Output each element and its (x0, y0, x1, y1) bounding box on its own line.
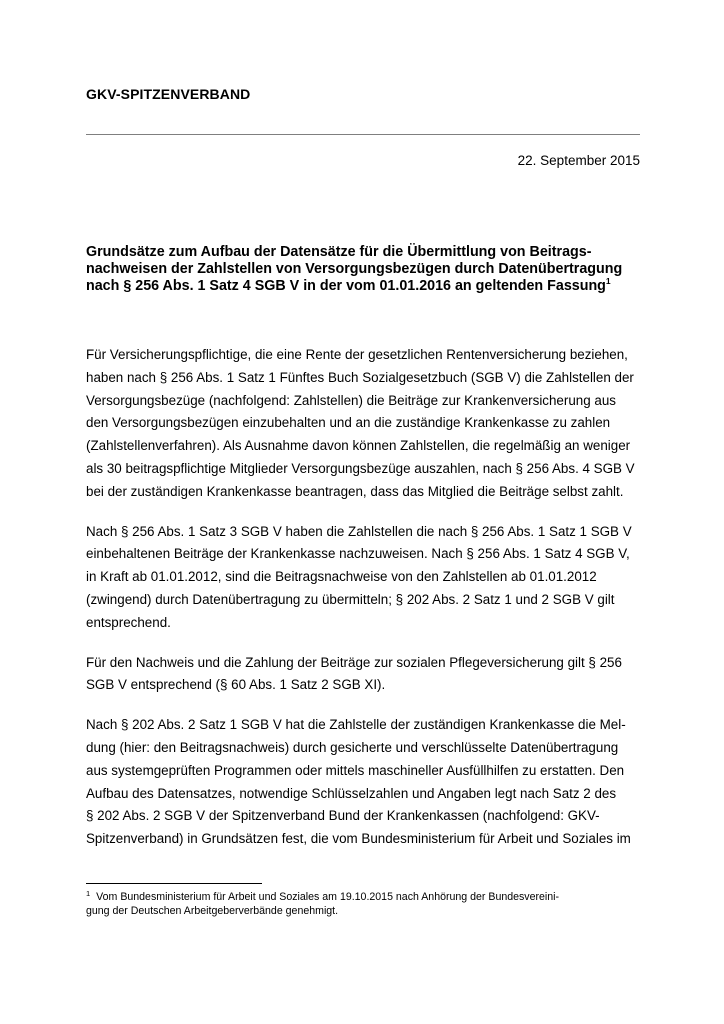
title-line-text: nach § 256 Abs. 1 Satz 4 SGB V in der vom 01.01.2016 an geltenden Fassung (86, 278, 606, 294)
organization-header: GKV-SPITZENVERBAND (86, 86, 251, 102)
header-divider (86, 134, 640, 135)
paragraph-line: entsprechend. (86, 614, 171, 630)
title-line: Grundsätze zum Aufbau der Datensätze für die Übermittlung von Beitrags- (86, 244, 592, 260)
title-footnote-marker[interactable]: 1 (605, 276, 611, 286)
paragraph-line: (zwingend) durch Datenübertragung zu übermitteln; § 202 Abs. 2 Satz 1 und 2 SGB V gilt (86, 591, 615, 607)
footnote (86, 890, 646, 918)
body-text (86, 344, 646, 868)
paragraph-line: § 202 Abs. 2 SGB V der Spitzenverband Bund der Krankenkassen (nachfolgend: GKV- (86, 808, 600, 824)
paragraph-line: als 30 beitragspflichtige Mitglieder Versorgungsbezüge auszahlen, nach § 256 Abs. 4 SGB V (86, 460, 635, 476)
paragraph-line: Nach § 202 Abs. 2 Satz 1 SGB V hat die Zahlstelle der zuständigen Krankenkasse die Mel- (86, 717, 626, 733)
paragraph-line: SGB V entsprechend (§ 60 Abs. 1 Satz 2 SGB XI). (86, 677, 386, 693)
footnote-line-first (86, 890, 646, 904)
paragraph-line: (Zahlstellenverfahren). Als Ausnahme davon können Zahlstellen, die regelmäßig an weniger (86, 438, 631, 454)
paragraph-line: Nach § 256 Abs. 1 Satz 3 SGB V haben die Zahlstellen die nach § 256 Abs. 1 Satz 1 SGB V (86, 523, 632, 539)
title-line-last (86, 278, 646, 295)
paragraph-line: Versorgungsbezüge (nachfolgend: Zahlstellen) die Beiträge zur Krankenversicherung aus (86, 392, 616, 408)
paragraph-line: Für den Nachweis und die Zahlung der Beiträge zur sozialen Pflegeversicherung gilt § 256 (86, 654, 622, 670)
paragraph-pflegeversicherung (86, 652, 646, 698)
paragraph-line: einbehaltenen Beiträge der Krankenkasse nachzuweisen. Nach § 256 Abs. 1 Satz 4 SGB V, (86, 546, 630, 562)
paragraph-datenuebertragung (86, 714, 646, 851)
paragraph-line: bei der zuständigen Krankenkasse beantragen, dass das Mitglied die Beiträge selbst zahlt. (86, 483, 624, 499)
paragraph-line: Aufbau des Datensatzes, notwendige Schlüsselzahlen und Angaben legt nach Satz 2 des (86, 785, 617, 801)
document-date: 22. September 2015 (517, 153, 640, 168)
title-line: nachweisen der Zahlstellen von Versorgungsbezügen durch Datenübertragung (86, 261, 623, 277)
paragraph-line: aus systemgeprüften Programmen oder mittels maschineller Ausfüllhilfen zu erstatten. Den (86, 762, 625, 778)
paragraph-rentenversicherung (86, 344, 646, 504)
paragraph-beitragsnachweise (86, 521, 646, 635)
footnote-text: Vom Bundesministerium für Arbeit und Soziales am 19.10.2015 nach Anhörung der Bundesvereini- (96, 891, 560, 903)
footnote-line: gung der Deutschen Arbeitgeberverbände genehmigt. (86, 905, 339, 917)
paragraph-line: Für Versicherungspflichtige, die eine Rente der gesetzlichen Rentenversicherung beziehen, (86, 347, 628, 362)
footnote-marker: 1 (86, 889, 91, 898)
paragraph-line: dung (hier: den Beitragsnachweis) durch gesicherte und verschlüsselte Datenübertragung (86, 739, 619, 755)
paragraph-line: in Kraft ab 01.01.2012, sind die Beitragsnachweise von den Zahlstellen ab 01.01.2012 (86, 569, 597, 585)
paragraph-line: haben nach § 256 Abs. 1 Satz 1 Fünftes Buch Sozialgesetzbuch (SGB V) die Zahlstellen der (86, 369, 634, 385)
document-title (86, 244, 646, 295)
footnote-divider (86, 883, 262, 884)
paragraph-line: Spitzenverband) in Grundsätzen fest, die vom Bundesministerium für Arbeit und Soziales im (86, 831, 631, 847)
paragraph-line: den Versorgungsbezügen einzubehalten und an die zuständige Krankenkasse zu zahlen (86, 415, 611, 431)
